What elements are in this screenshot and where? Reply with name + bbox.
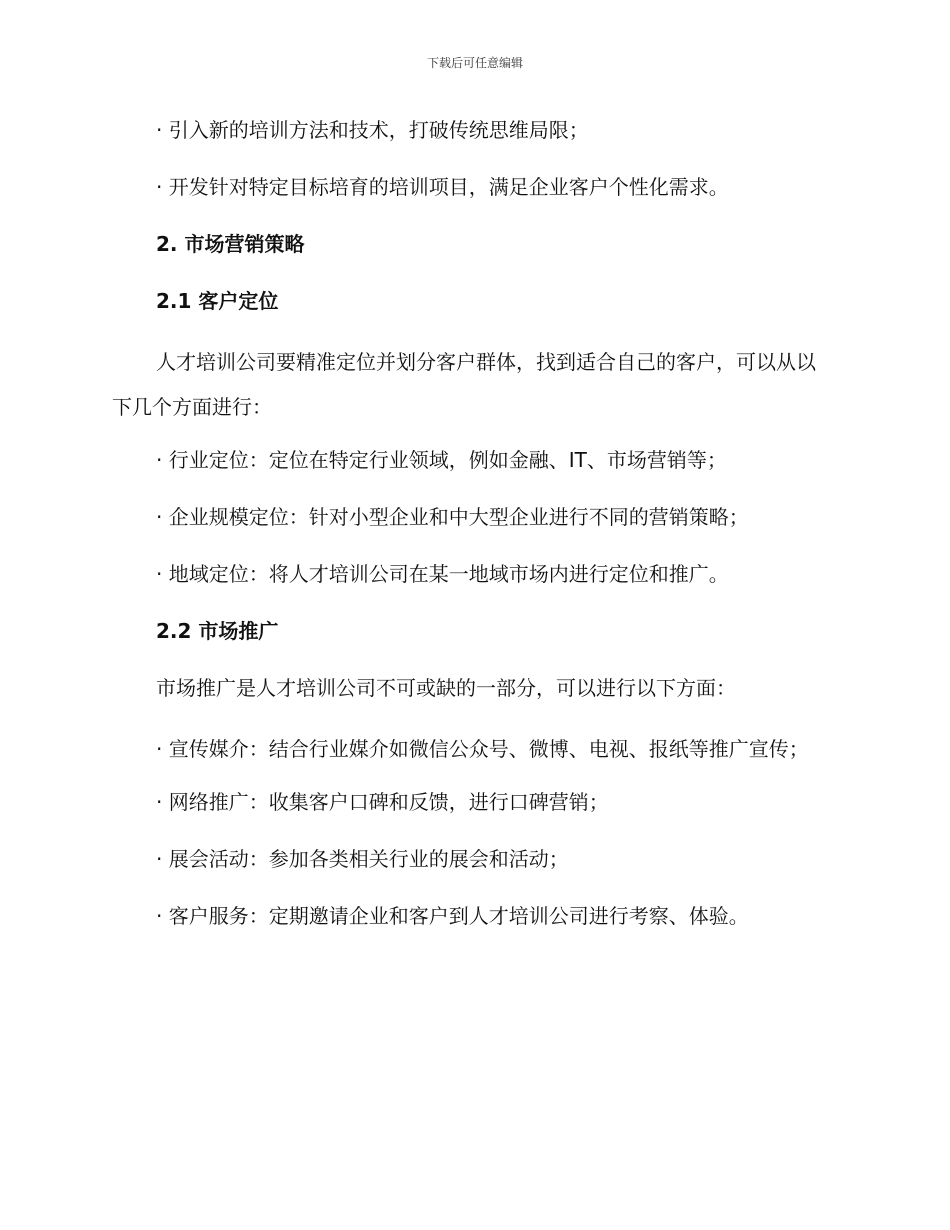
subsection-heading-customer-positioning: 2.1 客户定位 <box>156 289 279 313</box>
list-item: · 行业定位：定位在特定行业领域，例如金融、IT、市场营销等； <box>156 448 727 472</box>
paragraph-customer-positioning-intro: 人才培训公司要精准定位并划分客户群体，找到适合自己的客户，可以从以下几个方面进行： <box>112 350 816 419</box>
list-item: · 企业规模定位：针对小型企业和中大型企业进行不同的营销策略； <box>156 505 749 529</box>
list-item: · 宣传媒介：结合行业媒介如微信公众号、微博、电视、报纸等推广宣传； <box>156 737 809 761</box>
list-item: · 引入新的培训方法和技术，打破传统思维局限； <box>156 118 589 142</box>
section-heading-marketing-strategy: 2. 市场营销策略 <box>156 232 305 256</box>
paragraph-market-promotion-intro: 市场推广是人才培训公司不可或缺的一部分，可以进行以下方面： <box>156 676 736 700</box>
document-body <box>112 112 834 955</box>
header-note: 下载后可任意编辑 <box>426 56 523 70</box>
list-item: · 展会活动：参加各类相关行业的展会和活动； <box>156 847 569 871</box>
list-item: · 网络推广：收集客户口碑和反馈，进行口碑营销； <box>156 790 609 814</box>
list-item: · 地域定位：将人才培训公司在某一地域市场内进行定位和推广。 <box>156 562 729 586</box>
subsection-heading-market-promotion: 2.2 市场推广 <box>156 619 279 643</box>
list-item: · 开发针对特定目标培育的培训项目，满足企业客户个性化需求。 <box>156 175 729 199</box>
list-item: · 客户服务：定期邀请企业和客户到人才培训公司进行考察、体验。 <box>156 904 749 928</box>
